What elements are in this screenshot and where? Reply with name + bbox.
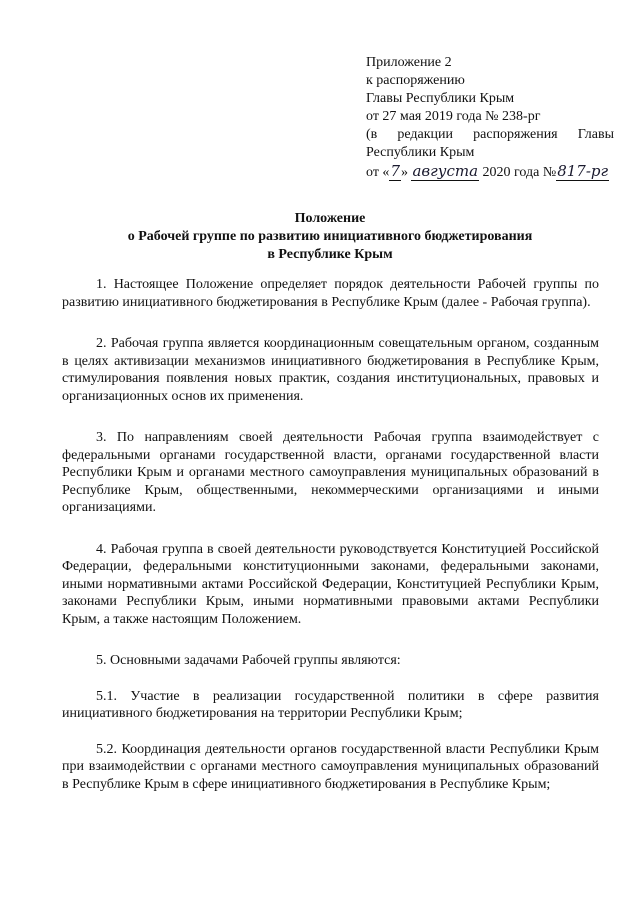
paragraph-5-1: 5.1. Участие в реализации государственной политики в сфере развития инициативного бюджетирования на территории Республики Крым; [62,688,599,721]
date-mid: » [400,165,412,180]
title-line-1: Положение [294,211,366,226]
annex-title: Приложение 2 [366,55,452,70]
annex-authority: Главы Республики Крым [366,91,515,106]
date-year: 2020 года № [482,165,557,180]
title-line-3: в Республике Крым [267,247,393,262]
annex-original-date: от 27 мая 2019 года № 238-рг [366,109,541,124]
annex-edition: (в редакции распоряжения Главы [366,127,614,142]
handwritten-month: августа [412,162,479,180]
handwritten-day: 7 [390,162,400,180]
annex-amendment-date [366,162,614,182]
paragraph-1: 1. Настоящее Положение определяет порядок деятельности Рабочей группы по развитию инициативного бюджетирования в Республике Крым (далее - Рабочая группа). [62,277,599,310]
document-body [62,276,599,817]
handwritten-number: 817-рг [557,162,609,180]
title-line-2: о Рабочей группе по развитию инициативного бюджетирования [127,229,533,244]
paragraph-5: 5. Основными задачами Рабочей группы являются: [96,653,401,668]
paragraph-5-2: 5.2. Координация деятельности органов государственной власти Республики Крым при взаимодействии с органами местного самоуправления муниципальных образований в Республике Крым в сфере инициативного бюджетирования в Республике Крым; [62,741,599,792]
paragraph-4: 4. Рабочая группа в своей деятельности руководствуется Конституцией Российской Федерации, федеральными конституционными законами, федеральными законами, иными нормативными актами Российской Федерации, Конституцией Республики Крым, законами Республики Крым, иными нормативными правовыми актами Республики Крым, а также настоящим Положением. [62,541,599,627]
annex-edition-authority: Республики Крым [366,145,475,160]
annex-header [366,54,614,182]
paragraph-2: 2. Рабочая группа является координационным совещательным органом, созданным в целях активизации механизмов инициативного бюджетирования в Республике Крым, стимулирования появления новых практик, создания институциональных, правовых и организационных основ их применения. [62,336,599,404]
annex-ref: к распоряжению [366,73,465,88]
paragraph-3: 3. По направлениям своей деятельности Рабочая группа взаимодействует с федеральными органами государственной власти, органами государственной власти Республики Крым и органами местного самоуправления муниципальных образований в Республике Крым, общественными, некоммерческими организациями и иными организациями. [62,430,599,515]
document-title [60,210,600,264]
date-prefix: от « [366,165,390,180]
